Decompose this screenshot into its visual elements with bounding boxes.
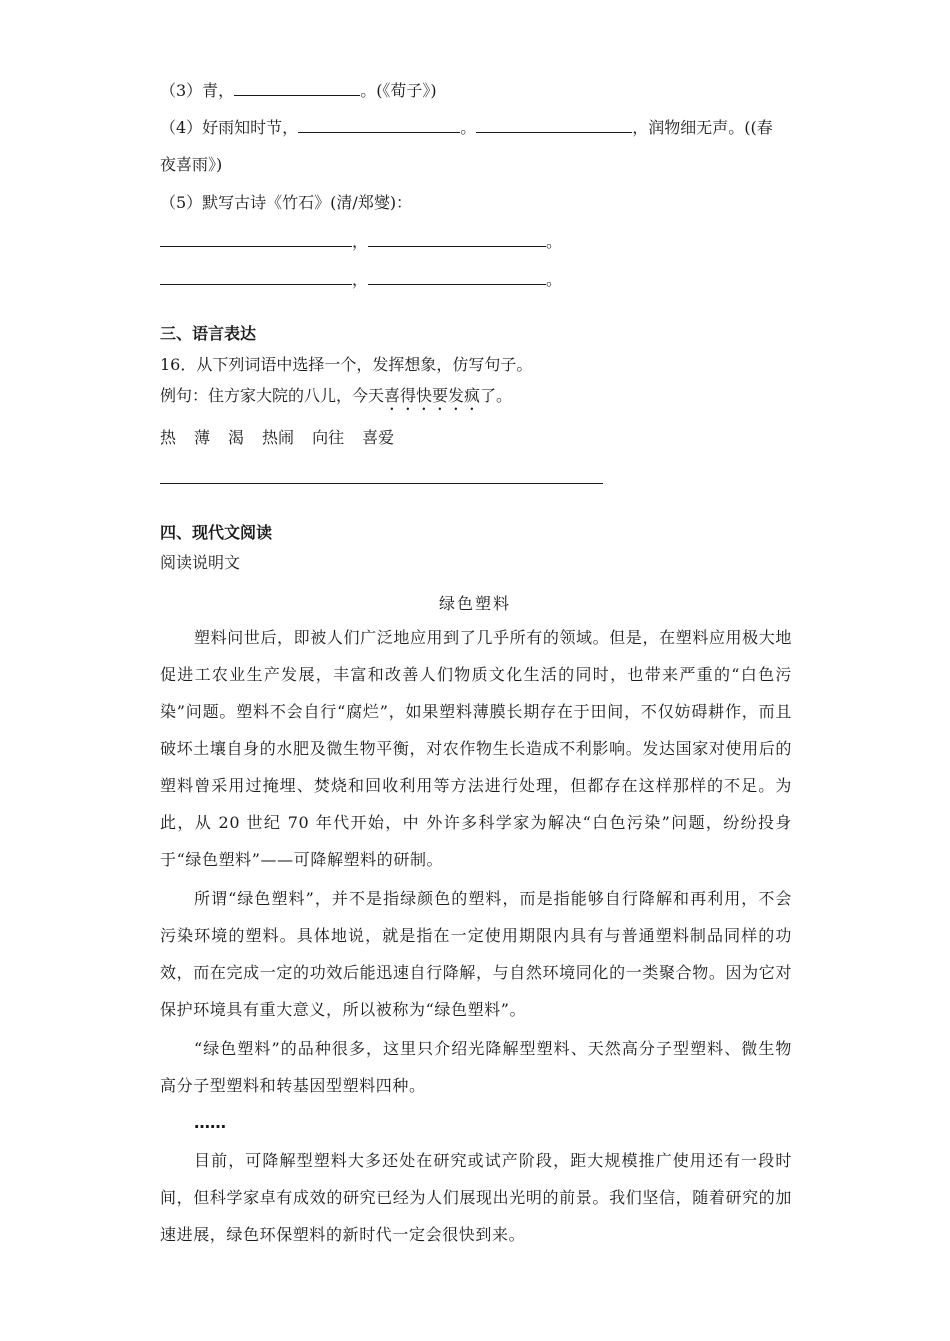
q5-answer-blank-3[interactable] [160, 270, 352, 285]
article-paragraph-1: 塑料问世后，即被人们广泛地应用到了几乎所有的领域。但是，在塑料应用极大地促进工农业生产发展，丰富和改善人们物质文化生活的同时，也带来严重的“白色污染”问题。塑料不会自行“腐烂”，如果塑料薄膜长期存在于田间，不仅妨碍耕作，而且破坏土壤自身的水肥及微生物平衡，对农作物生长造成不利影响。发达国家对使用后的塑料曾采用过掩埋、焚烧和回收利用等方法进行处理，但都存在这样那样的不足。为此，从 20 世纪 70 年代开始，中 外许多科学家为解决“白色污染”问题，纷纷投身于“绿色塑料”——可降解塑料的研制。 [160, 628, 792, 869]
article-ellipsis: …… [194, 1113, 226, 1132]
word-choice: 薄 [194, 428, 211, 447]
q5-row-2 [160, 270, 562, 290]
q5-answer-blank-1[interactable] [160, 232, 352, 247]
q4-answer-blank-1[interactable] [298, 118, 460, 133]
question-4-cont: 夜喜雨》) [160, 155, 223, 174]
example-suffix: 了。 [480, 386, 513, 405]
example-prefix: 例句：住方家大院的八儿，今天 [160, 386, 385, 405]
question-4 [160, 118, 773, 138]
question-16-stem: 16．从下列词语中选择一个，发挥想象，仿写句子。 [160, 355, 533, 374]
q5-comma: ， [352, 232, 369, 251]
q5-row-1 [160, 232, 562, 252]
article-paragraph-2: 所谓“绿色塑料”，并不是指绿颜色的塑料，而是指能够自行降解和再利用，不会污染环境的塑料。具体地说，就是指在一定使用期限内具有与普通塑料制品同样的功效，而在完成一定的功效后能迅速自行降解，与自然环境同化的一类聚合物。因为它对保护环境具有重大意义，所以被称为“绿色塑料”。 [160, 889, 792, 1019]
q4-answer-blank-2[interactable] [476, 118, 632, 133]
article-paragraph-4: 目前，可降解型塑料大多还处在研究或试产阶段，距大规模推广使用还有一段时间，但科学家卓有成效的研究已经为人们展现出光明的前景。我们坚信，随着研究的加速进展，绿色环保塑料的新时代一定会很快到来。 [160, 1151, 792, 1244]
section-3-title: 三、语言表达 [160, 324, 257, 343]
word-choices [160, 428, 412, 448]
question-3 [160, 81, 437, 101]
q5-period: 。 [546, 232, 563, 251]
q3-answer-blank[interactable] [234, 81, 360, 96]
word-choice: 热闹 [262, 428, 295, 447]
q5-comma: ， [352, 270, 369, 289]
q16-answer-line[interactable] [160, 483, 603, 484]
q4-prefix: （4）好雨知时节， [160, 118, 299, 137]
q5-period: 。 [546, 270, 563, 289]
q5-answer-blank-4[interactable] [368, 270, 546, 285]
word-choice: 渴 [228, 428, 245, 447]
word-choice: 热 [160, 428, 177, 447]
q4-suffix: ，润物细无声。((春 [632, 118, 773, 137]
article-paragraph-3: “绿色塑料”的品种很多，这里只介绍光降解型塑料、天然高分子型塑料、微生物高分子型塑料和转基因型塑料四种。 [160, 1039, 792, 1095]
article-title: 绿色塑料 [438, 594, 511, 613]
example-emphasis: 喜得快要发疯 [384, 386, 481, 405]
word-choice: 向往 [312, 428, 345, 447]
q5-answer-blank-2[interactable] [368, 232, 546, 247]
question-16-example [160, 386, 512, 414]
q3-suffix: 。(《荀子》) [360, 81, 437, 100]
word-choice: 喜爱 [362, 428, 395, 447]
question-5: （5）默写古诗《竹石》(清/郑燮)： [160, 193, 413, 212]
q4-mid: 。 [460, 118, 477, 137]
q3-prefix: （3）青， [160, 81, 235, 100]
section-4-title: 四、现代文阅读 [160, 523, 273, 542]
section-4-subtitle: 阅读说明文 [160, 553, 241, 572]
